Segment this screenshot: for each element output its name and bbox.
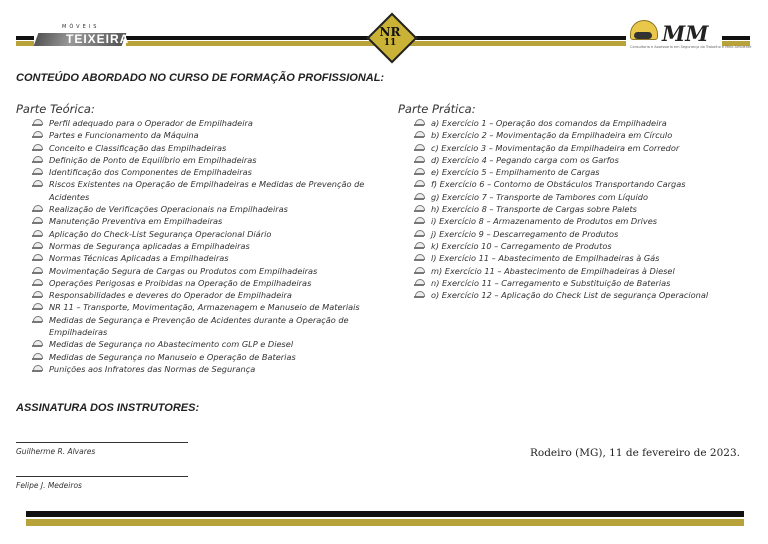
badge-label: NR — [379, 25, 401, 39]
footer-band-black — [26, 511, 744, 517]
helmet-bullet-icon — [414, 267, 424, 275]
list-item-label: Definição de Ponto de Equilíbrio em Empilhadeiras — [49, 154, 257, 165]
list-item — [32, 265, 372, 277]
list-item-label: e) Exercício 5 – Empilhamento de Cargas — [431, 167, 600, 178]
helmet-bullet-icon — [414, 217, 424, 225]
list-item-label: h) Exercício 8 – Transporte de Cargas sobre Palets — [431, 204, 637, 215]
list-item — [32, 240, 372, 252]
helmet-bullet-icon — [414, 144, 424, 152]
signature-line — [16, 476, 188, 477]
list-item — [414, 154, 754, 166]
list-item — [32, 228, 372, 240]
badge-number: 11 — [383, 38, 397, 48]
nr11-badge — [368, 14, 412, 58]
theory-title: Parte Teórica: — [16, 102, 95, 116]
list-item-label: o) Exercício 12 – Aplicação do Check List de segurança Operacional — [431, 290, 709, 301]
list-item-label: g) Exercício 7 – Transporte de Tambores com Líquido — [431, 191, 648, 202]
list-item-label: d) Exercício 4 – Pegando carga com os Garfos — [431, 154, 619, 165]
list-item-label: Conceito e Classificação das Empilhadeiras — [49, 142, 227, 153]
helmet-bullet-icon — [32, 353, 42, 361]
list-item-label: Identificação dos Componentes de Empilhadeiras — [49, 167, 252, 178]
helmet-bullet-icon — [32, 168, 42, 176]
list-item-label: Punições aos Infratores das Normas de Segurança — [49, 363, 256, 374]
logo-subtitle: MÓVEIS — [62, 24, 100, 30]
list-item — [414, 289, 754, 301]
teixeira-logo — [34, 24, 130, 48]
list-item — [414, 129, 754, 141]
helmet-bullet-icon — [414, 279, 424, 287]
list-item-label: Normas de Segurança aplicadas a Empilhadeiras — [49, 240, 250, 251]
list-item-label: Realização de Verificações Operacionais na Empilhadeiras — [49, 204, 288, 215]
badge-text — [368, 27, 412, 49]
mm-tagline: Consultoria e Assessoria em Segurança do Trabalho e Meio Ambiente — [630, 45, 752, 49]
helmet-bullet-icon — [414, 168, 424, 176]
list-item-label: Operações Perigosas e Proibidas na Operação de Empilhadeiras — [49, 277, 312, 288]
list-item — [414, 142, 754, 154]
helmet-bullet-icon — [414, 230, 424, 238]
helmet-bullet-icon — [414, 254, 424, 262]
list-item — [32, 363, 372, 375]
helmet-bullet-icon — [32, 131, 42, 139]
practice-title: Parte Prática: — [398, 102, 476, 116]
list-item — [414, 265, 754, 277]
helmet-bullet-icon — [414, 205, 424, 213]
list-item-label: n) Exercício 11 – Carregamento e Substituição de Baterias — [431, 277, 671, 288]
goggles-icon — [634, 32, 652, 39]
list-item — [32, 154, 372, 166]
list-item-label: Medidas de Segurança no Manuseio e Operação de Baterias — [49, 351, 296, 362]
list-item-label: NR 11 – Transporte, Movimentação, Armazenagem e Manuseio de Materiais — [49, 302, 360, 313]
helmet-bullet-icon — [32, 279, 42, 287]
list-item — [32, 351, 372, 363]
helmet-bullet-icon — [32, 365, 42, 373]
helmet-bullet-icon — [414, 180, 424, 188]
list-item — [32, 178, 372, 203]
helmet-bullet-icon — [414, 242, 424, 250]
list-item — [32, 289, 372, 301]
helmet-bullet-icon — [32, 242, 42, 250]
list-item — [32, 277, 372, 289]
helmet-bullet-icon — [414, 291, 424, 299]
list-item-label: Aplicação do Check-List Segurança Operacional Diário — [49, 228, 272, 239]
list-item-label: i) Exercício 8 – Armazenamento de Produtos em Drives — [431, 216, 658, 227]
logo-name: TEIXEIRA — [66, 32, 130, 46]
list-item — [414, 166, 754, 178]
list-item — [414, 240, 754, 252]
helmet-bullet-icon — [414, 193, 424, 201]
helmet-bullet-icon — [32, 230, 42, 238]
helmet-bullet-icon — [414, 131, 424, 139]
list-item — [414, 191, 754, 203]
helmet-bullet-icon — [32, 180, 42, 188]
list-item-label: a) Exercício 1 – Operação dos comandos da Empilhadeira — [431, 118, 667, 128]
helmet-bullet-icon — [32, 119, 42, 127]
instructor-name: Felipe J. Medeiros — [16, 481, 82, 490]
list-item — [414, 215, 754, 227]
list-item — [32, 117, 372, 129]
list-item — [32, 301, 372, 313]
theory-list — [32, 117, 372, 375]
list-item-label: Perfil adequado para o Operador de Empilhadeira — [49, 118, 253, 128]
list-item-label: Movimentação Segura de Cargas ou Produtos com Empilhadeiras — [49, 265, 318, 276]
list-item-label: Responsabilidades e deveres do Operador de Empilhadeira — [49, 290, 292, 301]
helmet-bullet-icon — [32, 316, 42, 324]
list-item — [414, 252, 754, 264]
list-item-label: l) Exercício 11 – Abastecimento de Empilhadeiras à Gás — [431, 253, 660, 264]
footer-band-gold — [26, 519, 744, 526]
list-item — [414, 277, 754, 289]
helmet-bullet-icon — [32, 217, 42, 225]
helmet-bullet-icon — [32, 156, 42, 164]
helmet-bullet-icon — [32, 144, 42, 152]
helmet-bullet-icon — [32, 254, 42, 262]
mm-logo-text: MM — [662, 21, 709, 46]
list-item — [414, 228, 754, 240]
helmet-bullet-icon — [32, 205, 42, 213]
signatures-title: ASSINATURA DOS INSTRUTORES: — [16, 402, 200, 414]
list-item-label: k) Exercício 10 – Carregamento de Produtos — [431, 240, 612, 251]
list-item-label: b) Exercício 2 – Movimentação da Empilhadeira em Círculo — [431, 130, 673, 141]
mm-logo — [626, 18, 752, 54]
list-item — [32, 166, 372, 178]
list-item — [32, 314, 372, 339]
instructor-name: Guilherme R. Alvares — [16, 447, 96, 456]
list-item-label: c) Exercício 3 – Movimentação da Empilhadeira em Corredor — [431, 142, 680, 153]
list-item-label: Partes e Funcionamento da Máquina — [49, 130, 199, 141]
helmet-bullet-icon — [32, 303, 42, 311]
course-content-heading: CONTEÚDO ABORDADO NO CURSO DE FORMAÇÃO PROFISSIONAL: — [16, 72, 385, 84]
list-item — [414, 117, 754, 129]
helmet-bullet-icon — [32, 291, 42, 299]
list-item — [414, 178, 754, 190]
list-item-label: Riscos Existentes na Operação de Empilhadeiras e Medidas de Prevenção de Acidentes — [49, 179, 365, 202]
list-item-label: m) Exercício 11 – Abastecimento de Empilhadeiras à Diesel — [431, 265, 675, 276]
list-item — [32, 215, 372, 227]
helmet-bullet-icon — [414, 119, 424, 127]
helmet-bullet-icon — [414, 156, 424, 164]
list-item-label: Manutenção Preventiva em Empilhadeiras — [49, 216, 223, 227]
list-item-label: Medidas de Segurança no Abastecimento com GLP e Diesel — [49, 339, 294, 350]
practice-list — [414, 117, 754, 301]
helmet-bullet-icon — [32, 340, 42, 348]
list-item-label: j) Exercício 9 – Descarregamento de Produtos — [431, 228, 619, 239]
helmet-bullet-icon — [32, 267, 42, 275]
list-item — [32, 129, 372, 141]
signature-line — [16, 442, 188, 443]
place-date: Rodeiro (MG), 11 de fevereiro de 2023. — [529, 447, 740, 459]
list-item — [32, 203, 372, 215]
list-item — [32, 252, 372, 264]
list-item-label: f) Exercício 6 – Contorno de Obstáculos Transportando Cargas — [431, 179, 686, 190]
list-item — [32, 338, 372, 350]
list-item-label: Medidas de Segurança e Prevenção de Acidentes durante a Operação de Empilhadeiras — [49, 314, 349, 338]
list-item — [414, 203, 754, 215]
list-item-label: Normas Técnicas Aplicadas a Empilhadeiras — [49, 253, 229, 264]
list-item — [32, 142, 372, 154]
